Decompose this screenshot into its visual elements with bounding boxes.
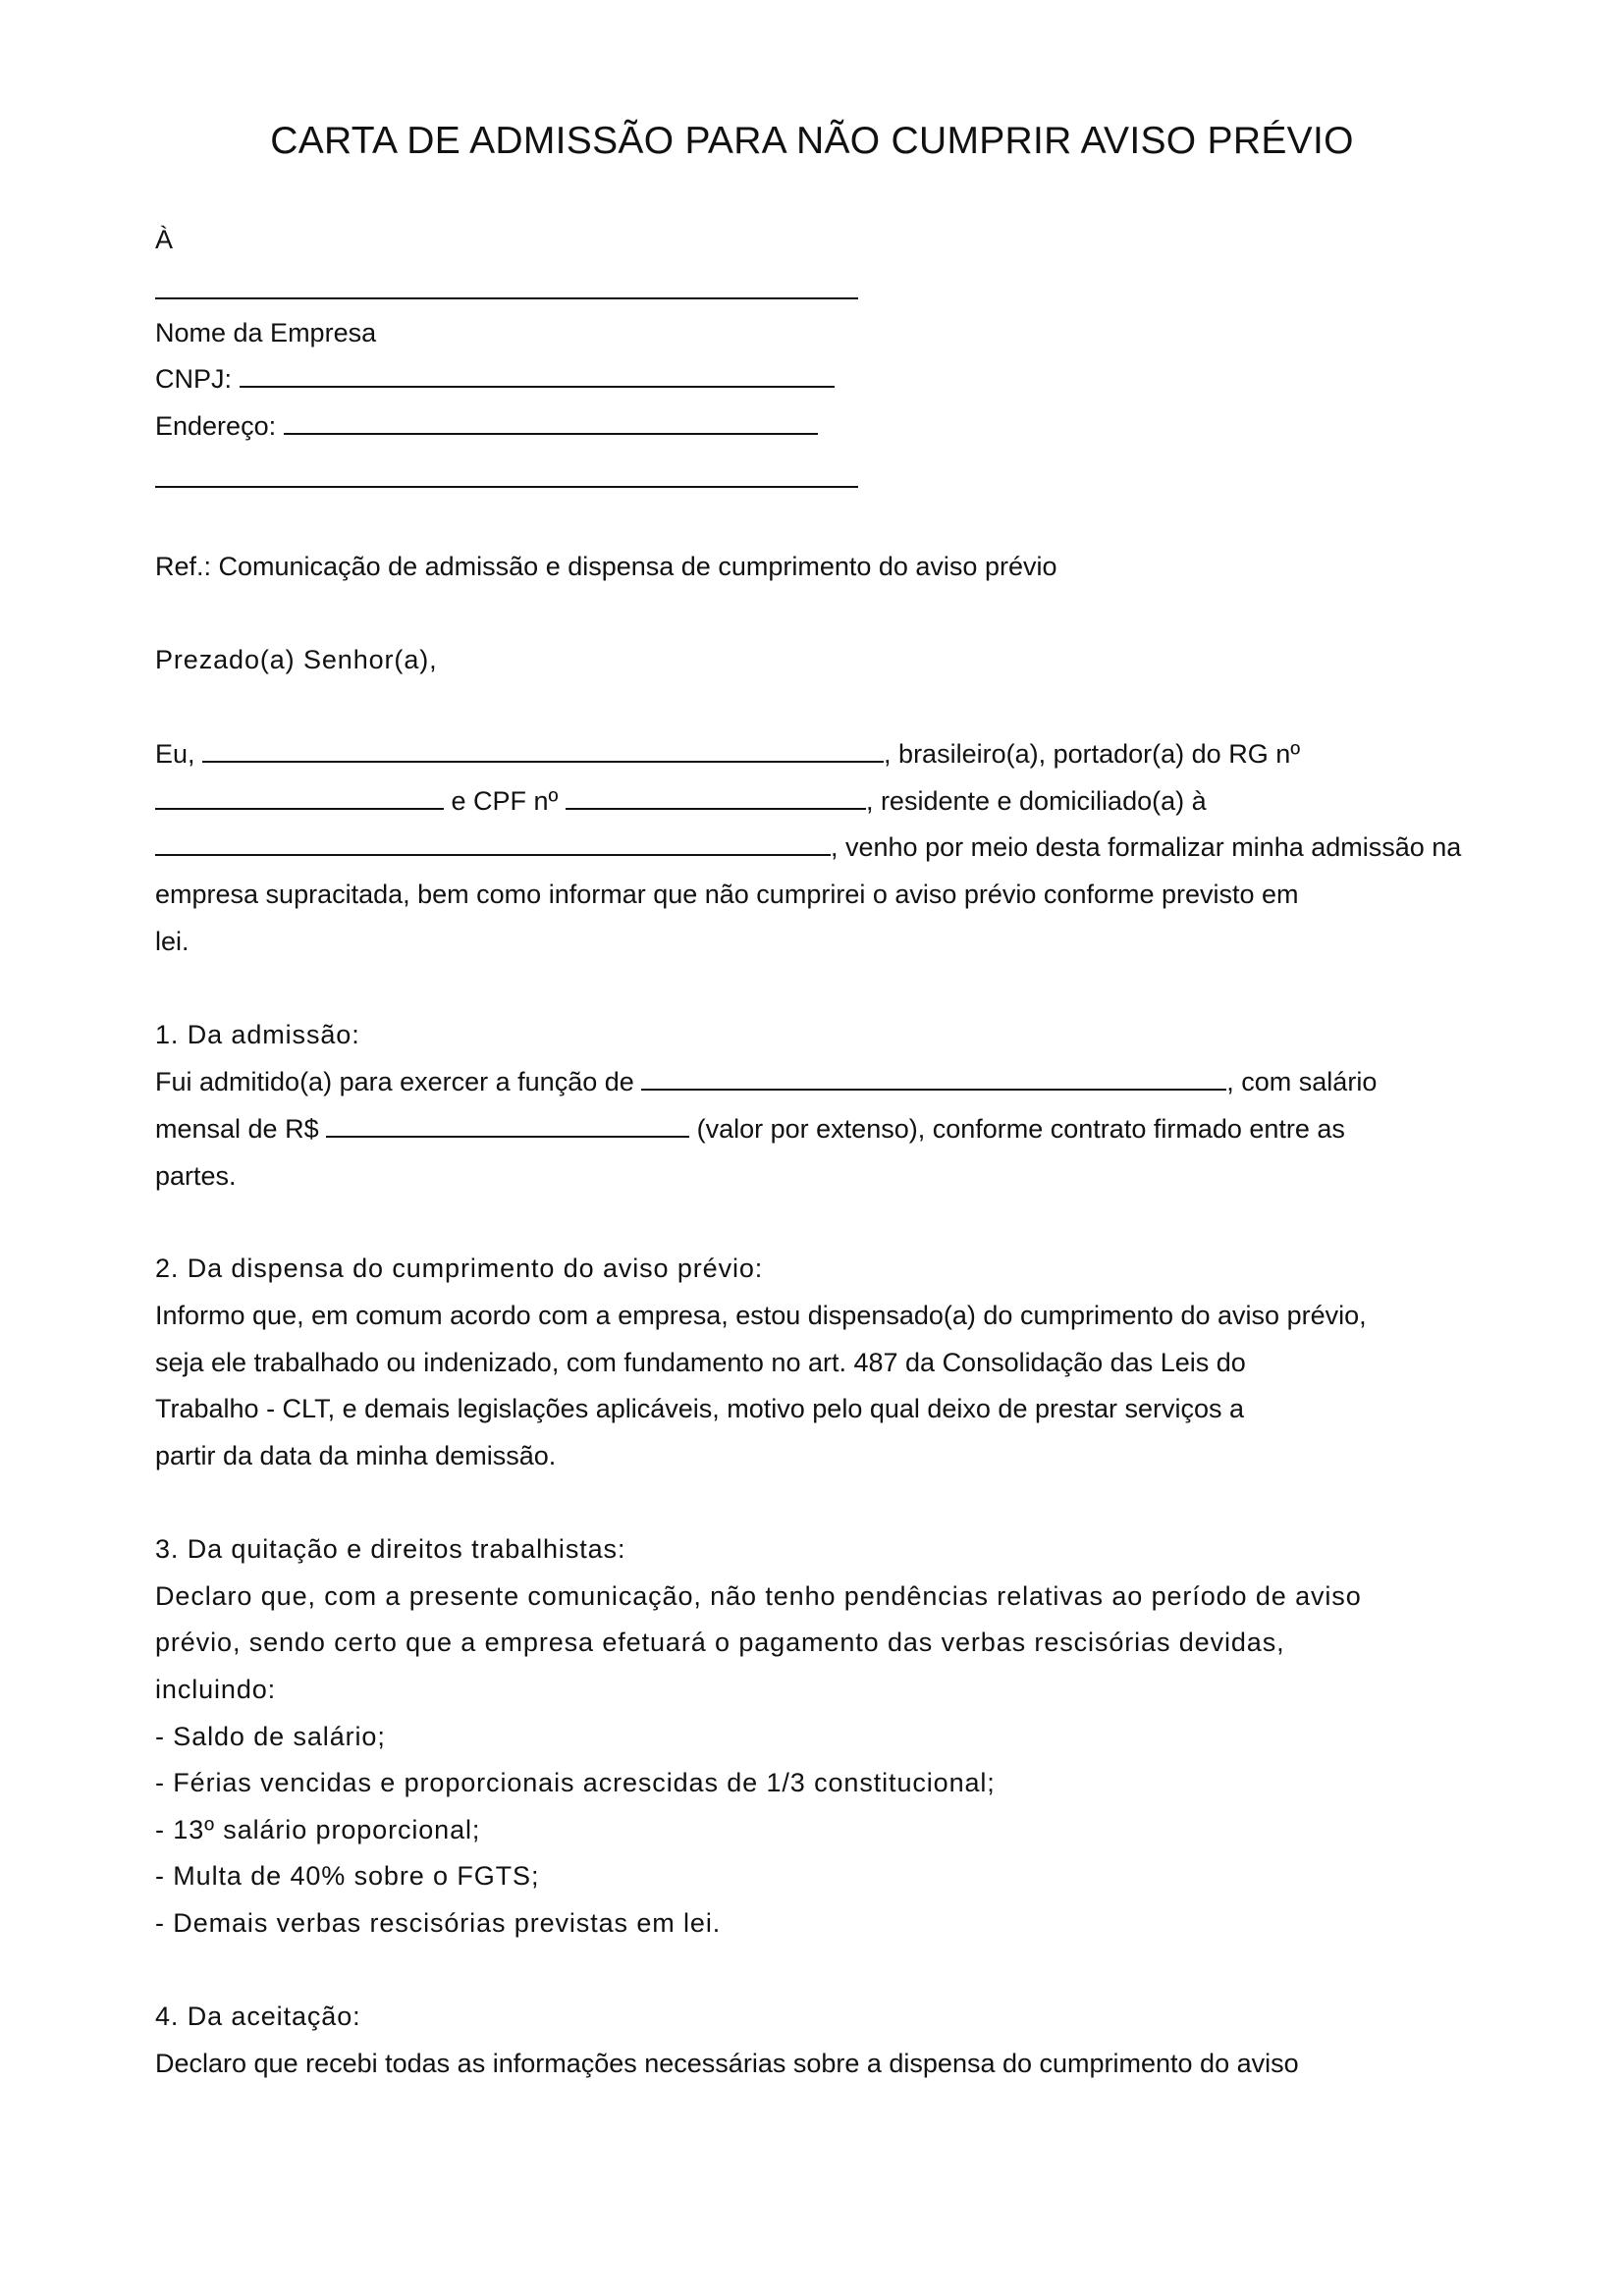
section-2-line: Informo que, em comum acordo com a empresa, estou dispensado(a) do cumprimento do aviso prévio, — [155, 1301, 1367, 1330]
rg-blank — [155, 786, 444, 810]
function-label: Fui admitido(a) para exercer a função de — [155, 1067, 634, 1096]
section-3-line: Declaro que, com a presente comunicação, não tenho pendências relativas ao período de aviso — [155, 1581, 1362, 1611]
recipient-blank-line — [155, 297, 858, 299]
intro-line-5: lei. — [155, 927, 189, 956]
cnpj-label: CNPJ: — [155, 364, 233, 394]
cpf-blank — [566, 786, 866, 810]
address-blank-line-2 — [155, 486, 858, 488]
intro-line-2 — [155, 781, 1207, 821]
section-1-line-3: partes. — [155, 1161, 237, 1191]
section-2-heading: 2. Da dispensa do cumprimento do aviso prévio: — [155, 1254, 764, 1283]
name-blank — [202, 739, 884, 763]
intro-line-3 — [155, 828, 1461, 867]
reference-line: Ref.: Comunicação de admissão e dispensa de cumprimento do aviso prévio — [155, 552, 1057, 581]
recipient-to: À — [155, 225, 174, 254]
intro-after-name: , brasileiro(a), portador(a) do RG nº — [884, 739, 1301, 769]
section-4-line: Declaro que recebi todas as informações necessárias sobre a dispensa do cumprimento do aviso — [155, 2049, 1299, 2078]
cnpj-blank — [240, 364, 835, 388]
section-3-line: prévio, sendo certo que a empresa efetuará o pagamento das verbas rescisórias devidas, — [155, 1628, 1285, 1657]
section-2-line: Trabalho - CLT, e demais legislações aplicáveis, motivo pelo qual deixo de prestar serviços a — [155, 1394, 1245, 1423]
section-1-line-1 — [155, 1062, 1377, 1101]
list-item: - Saldo de salário; — [155, 1722, 386, 1751]
list-item: - 13º salário proporcional; — [155, 1815, 481, 1844]
intro-line-1 — [155, 734, 1300, 774]
intro-line-4: empresa supracitada, bem como informar que não cumprirei o aviso prévio conforme previsto em — [155, 880, 1299, 909]
address-blank — [284, 411, 818, 435]
function-blank — [641, 1067, 1226, 1091]
section-3-heading: 3. Da quitação e direitos trabalhistas: — [155, 1534, 626, 1564]
list-item: - Demais verbas rescisórias previstas em lei. — [155, 1908, 722, 1938]
intro-residence: , residente e domiciliado(a) à — [865, 786, 1207, 816]
residence-blank — [155, 832, 831, 856]
section-2-line: partir da data da minha demissão. — [155, 1441, 557, 1470]
section-1-heading: 1. Da admissão: — [155, 1020, 360, 1049]
address-line — [155, 406, 818, 446]
document-title: CARTA DE ADMISSÃO PARA NÃO CUMPRIR AVISO PRÉVIO — [270, 120, 1354, 162]
salary-amount-label: mensal de R$ — [155, 1114, 319, 1144]
section-1-line-2 — [155, 1109, 1345, 1148]
salary-words-label: (valor por extenso), conforme contrato firmado entre as — [696, 1114, 1345, 1144]
section-2-line: seja ele trabalhado ou indenizado, com fundamento no art. 487 da Consolidação das Leis do — [155, 1348, 1246, 1377]
intro-cpf: e CPF nº — [451, 786, 559, 816]
intro-formalize: , venho por meio desta formalizar minha admissão na — [831, 832, 1462, 862]
intro-eu: Eu, — [155, 739, 195, 769]
list-item: - Multa de 40% sobre o FGTS; — [155, 1861, 540, 1891]
cnpj-line — [155, 359, 835, 399]
company-name-label: Nome da Empresa — [155, 318, 377, 347]
list-item: - Férias vencidas e proporcionais acrescidas de 1/3 constitucional; — [155, 1768, 996, 1797]
salary-blank — [326, 1114, 689, 1138]
salary-label: , com salário — [1226, 1067, 1378, 1096]
section-3-line: incluindo: — [155, 1675, 277, 1704]
address-label: Endereço: — [155, 411, 277, 441]
greeting: Prezado(a) Senhor(a), — [155, 645, 438, 674]
section-4-heading: 4. Da aceitação: — [155, 2002, 361, 2031]
